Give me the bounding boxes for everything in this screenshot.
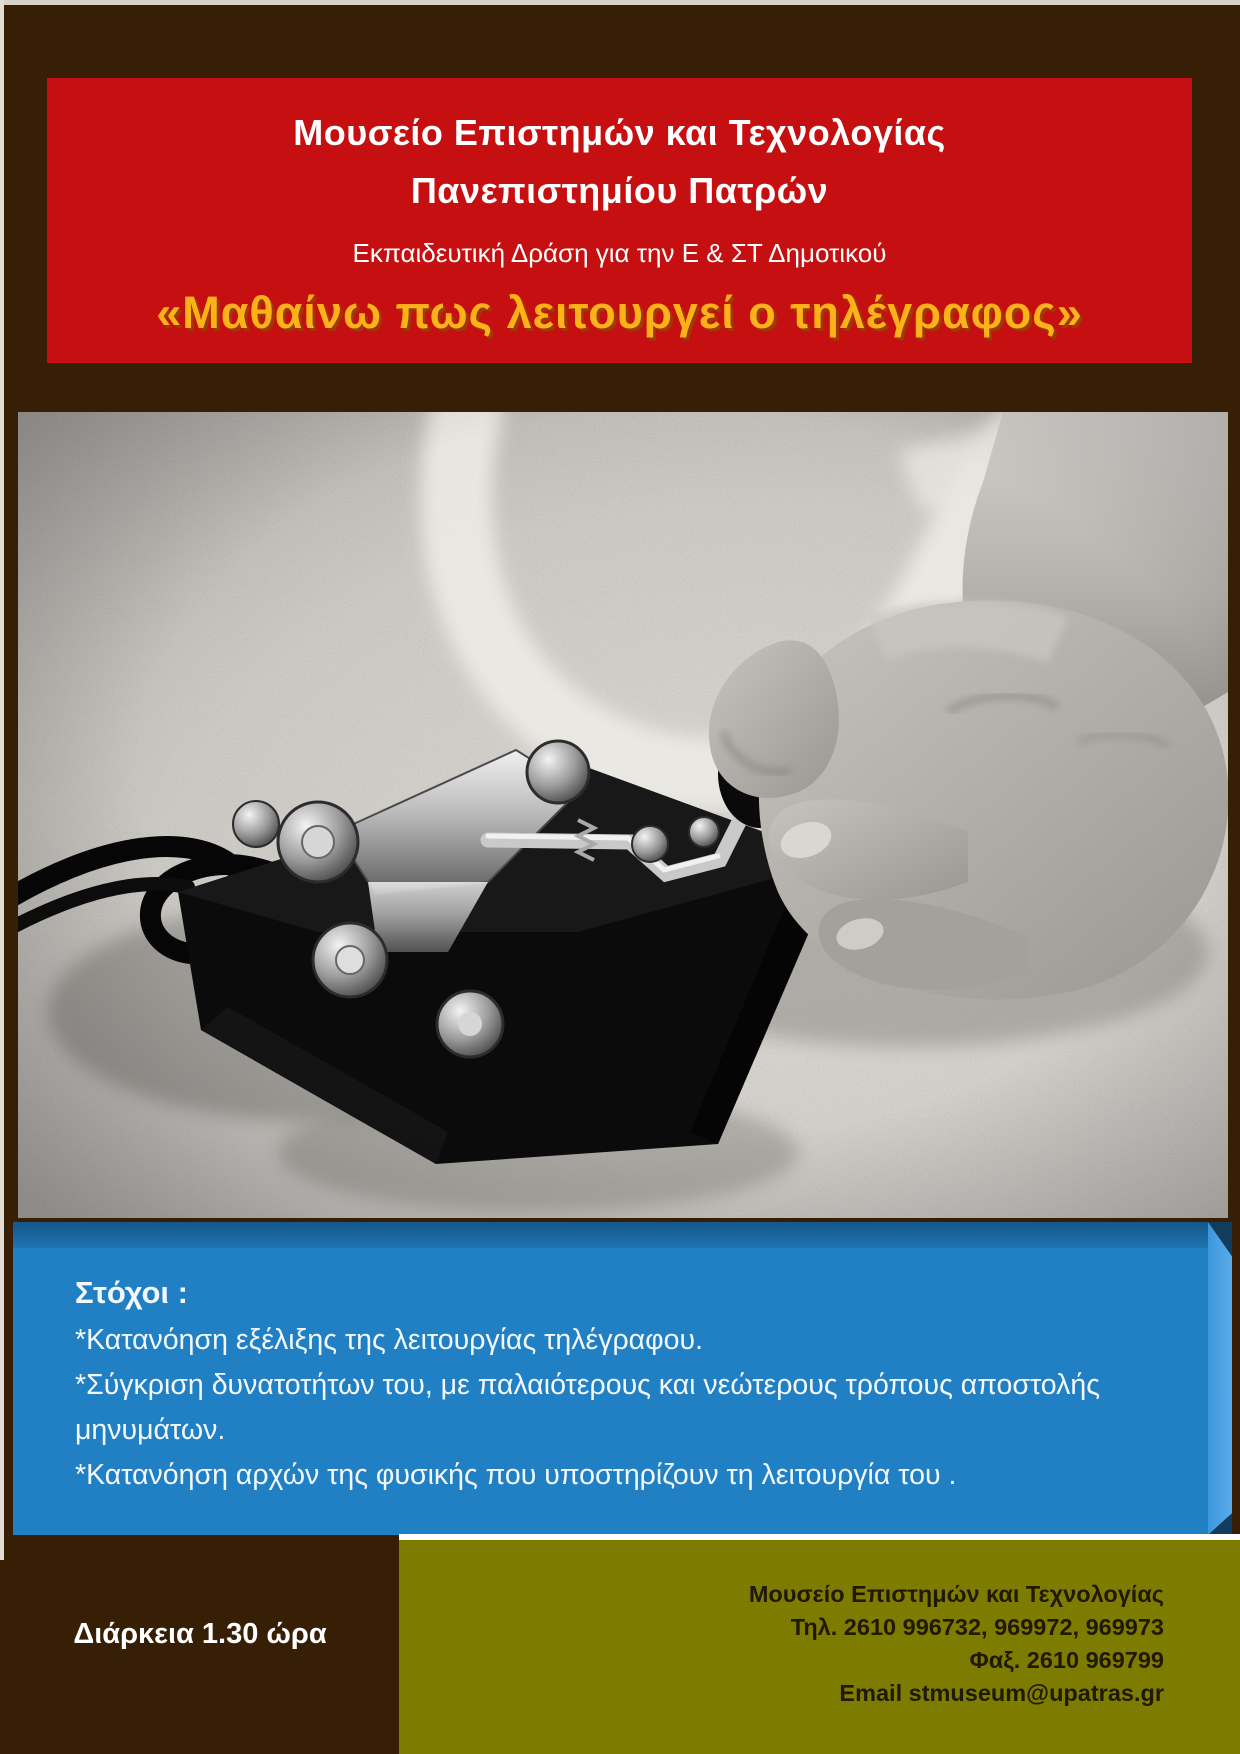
- objectives-content: [13, 1222, 1232, 1498]
- contact-line-email: Email stmuseum@upatras.gr: [839, 1680, 1164, 1706]
- page-edge-top: [0, 0, 1240, 5]
- header-slogan: «Μαθαίνω πως λειτουργεί ο τηλέγραφος»: [156, 287, 1083, 338]
- contact-line-phone: Τηλ. 2610 996732, 969972, 969973: [790, 1614, 1164, 1640]
- contact-line-museum: Μουσείο Επιστημών και Τεχνολογίας: [748, 1581, 1164, 1607]
- objective-item-3: *Κατανόηση αρχών της φυσικής που υποστηρίζουν τη λειτουργία του .: [75, 1459, 957, 1491]
- page-edge-left: [0, 0, 4, 1560]
- objective-item-1: *Κατανόηση εξέλιξης της λειτουργίας τηλέγραφου.: [75, 1324, 703, 1356]
- duration-text: Διάρκεια 1.30 ώρα: [73, 1618, 327, 1650]
- objectives-heading: Στόχοι :: [75, 1275, 188, 1310]
- header-subtitle: Εκπαιδευτική Δράση για την Ε & ΣΤ Δημοτικού: [352, 238, 887, 268]
- museum-name-line1: Μουσείο Επιστημών και Τεχνολογίας: [293, 112, 946, 153]
- telegraph-photo: [18, 412, 1228, 1218]
- objectives-box: [13, 1222, 1232, 1535]
- contact-line-fax: Φαξ. 2610 969799: [969, 1647, 1164, 1673]
- photo-vignette: [18, 412, 1228, 1218]
- poster-header: [47, 78, 1192, 363]
- contact-box: [399, 1540, 1240, 1754]
- objective-item-2: *Σύγκριση δυνατοτήτων του, με παλαιότερους και νεώτερους τρόπους αποστολής μηνυμάτων.: [75, 1369, 1100, 1446]
- museum-name-line2: Πανεπιστημίου Πατρών: [410, 170, 829, 211]
